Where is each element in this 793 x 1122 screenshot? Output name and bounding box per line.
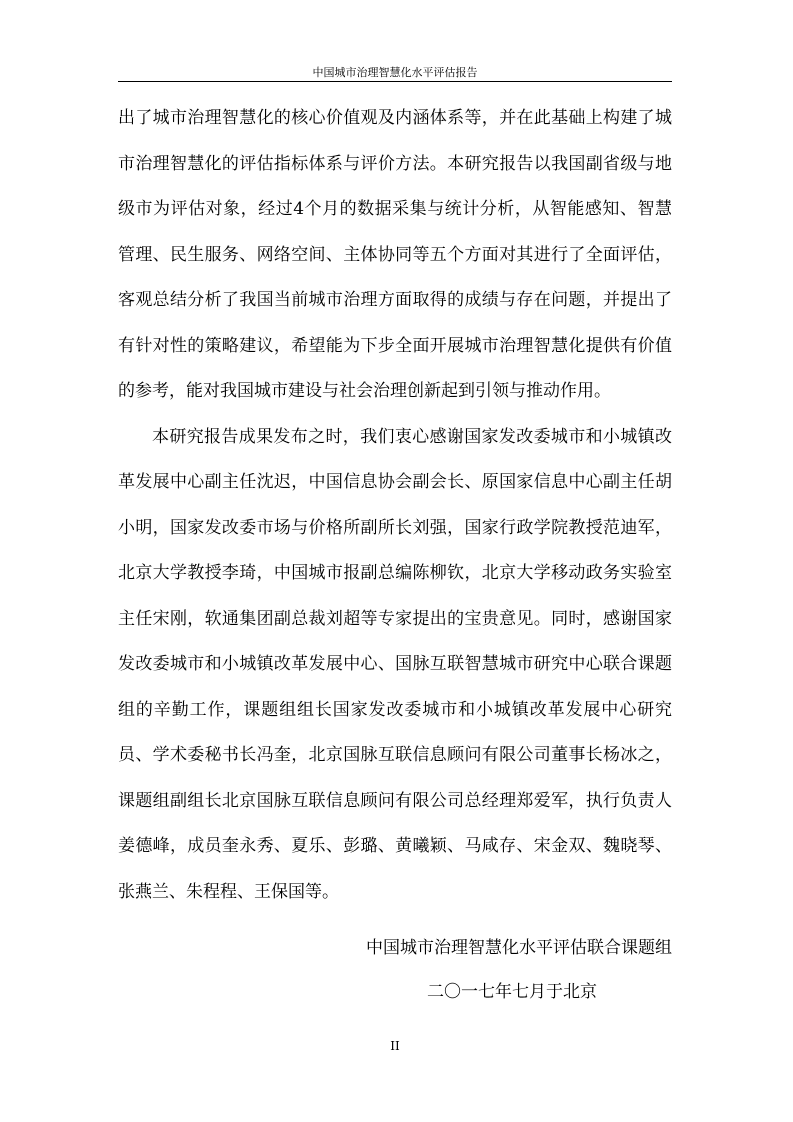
paragraph-continuation: 出了城市治理智慧化的核心价值观及内涵体系等，并在此基础上构建了城市治理智慧化的评估指标体系与评价方法。本研究报告以我国副省级与地级市为评估对象，经过4个月的数据采集与统计分析，从智能感知、智慧管理、民生服务、网络空间、主体协同等五个方面对其进行了全面评估，客观总结分析了我国当前城市治理方面取得的成绩与存在问题，并提出了有针对性的策略建议，希望能为下步全面开展城市治理智慧化提供有价值的参考，能对我国城市建设与社会治理创新起到引领与推动作用。 (118, 108, 672, 401)
page-number: II (390, 1039, 400, 1053)
signature-date: 二〇一七年七月于北京 (427, 982, 597, 1002)
paragraph-acknowledgements: 本研究报告成果发布之时，我们衷心感谢国家发改委城市和小城镇改革发展中心副主任沈迟，中国信息协会副会长、原国家信息中心副主任胡小明，国家发改委市场与价格所副所长刘强，国家行政学院教授范迪军，北京大学教授李琦，中国城市报副总编陈柳钦，北京大学移动政务实验室主任宋刚，软通集团副总裁刘超等专家提出的宝贵意见。同时，感谢国家发改委城市和小城镇改革发展中心、国脉互联智慧城市研究中心联合课题组的辛勤工作，课题组组长国家发改委城市和小城镇改革发展中心研究员、学术委秘书长冯奎，北京国脉互联信息顾问有限公司董事长杨冰之，课题组副组长北京国脉互联信息顾问有限公司总经理郑爱军，执行负责人姜德峰，成员奎永秀、夏乐、彭璐、黄曦颖、马咸存、宋金双、魏晓琴、张燕兰、朱程程、王保国等。 (118, 426, 672, 902)
signature-block (118, 926, 672, 1014)
signature-organization: 中国城市治理智慧化水平评估联合课题组 (366, 938, 672, 958)
running-header: 中国城市治理智慧化水平评估报告 (312, 66, 478, 79)
header-divider (118, 81, 672, 82)
body-text (118, 96, 672, 915)
